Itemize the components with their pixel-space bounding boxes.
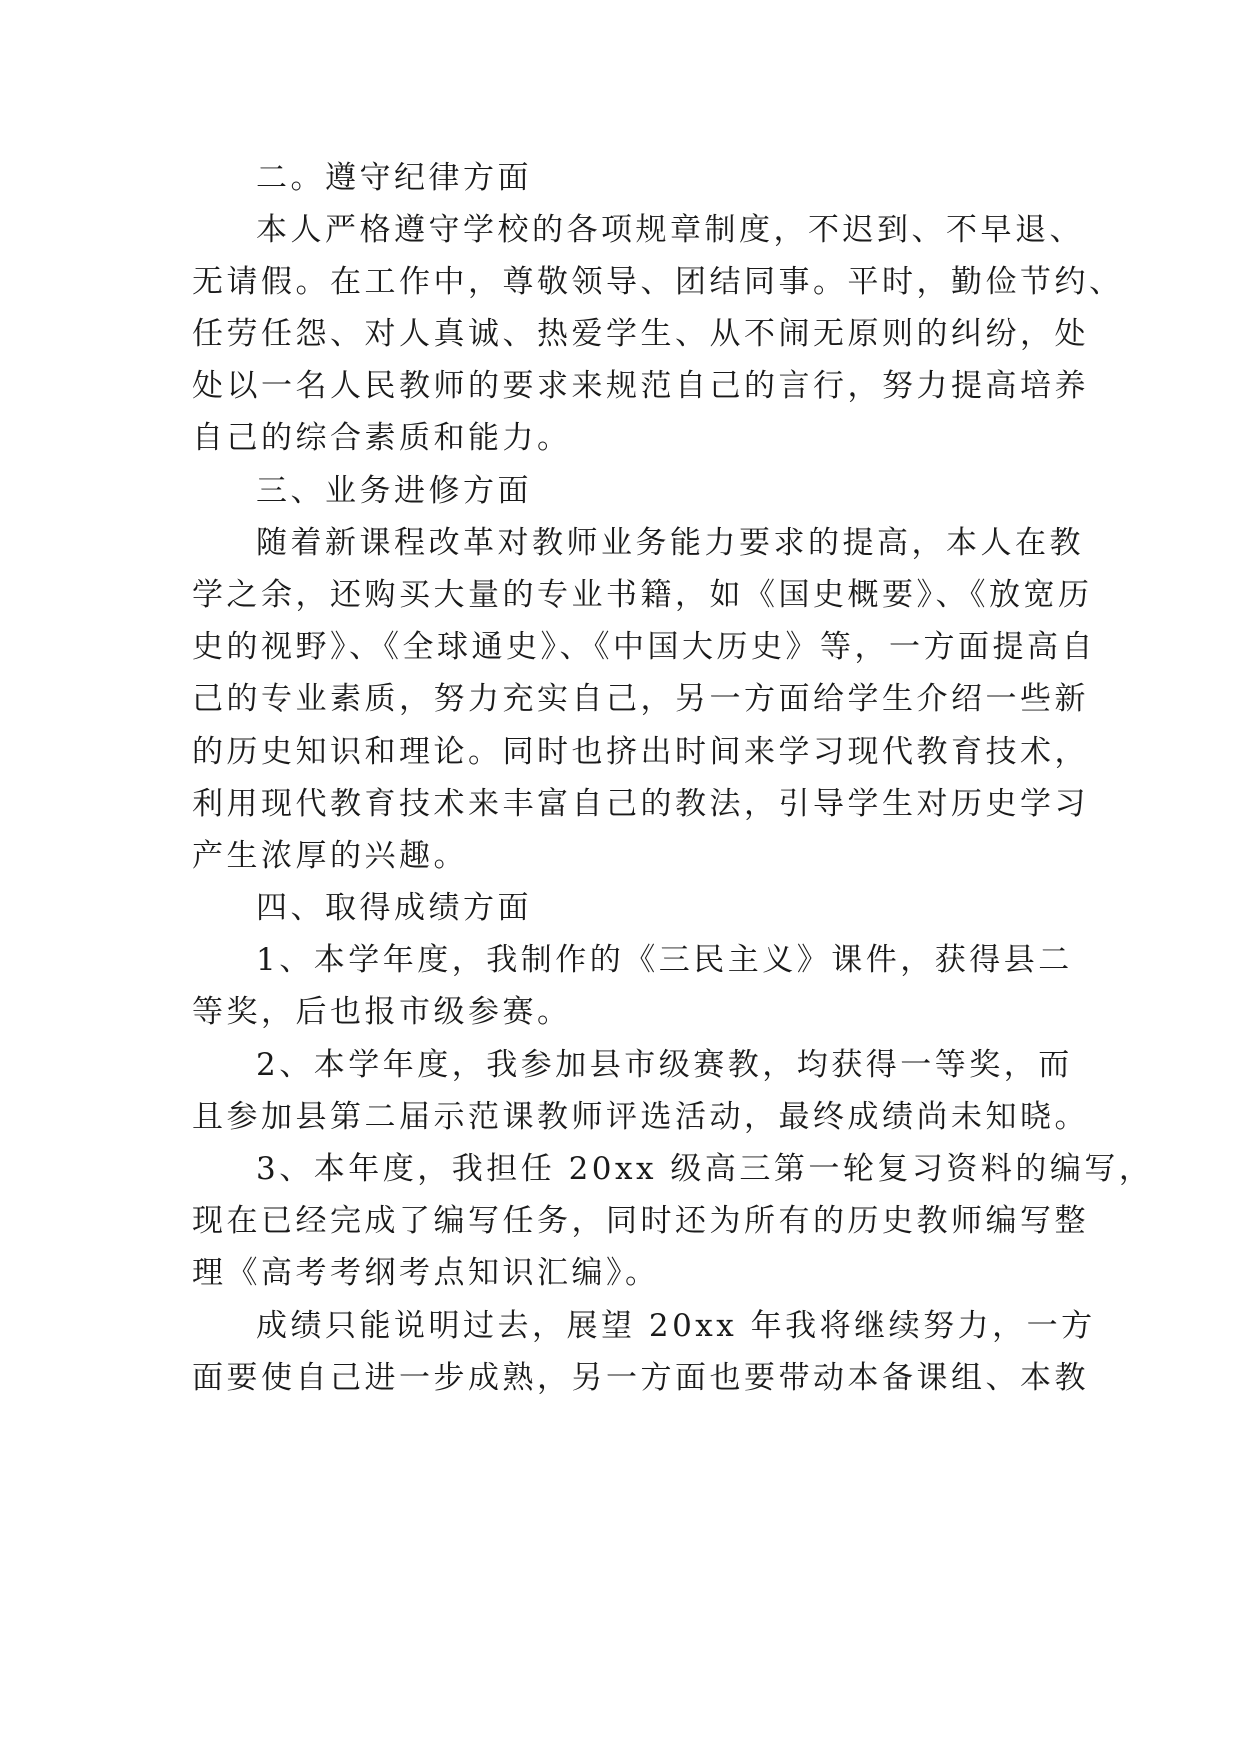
paragraph-line: 自己的综合素质和能力。 xyxy=(192,420,572,456)
paragraph-line: 产生浓厚的兴趣。 xyxy=(192,838,468,874)
paragraph-line: 1、本学年度，我制作的《三民主义》课件，获得县二 xyxy=(256,942,1073,978)
paragraph-line: 的历史知识和理论。同时也挤出时间来学习现代教育技术， xyxy=(192,734,1089,770)
heading-achievements: 四、取得成绩方面 xyxy=(256,890,532,926)
paragraph-line: 随着新课程改革对教师业务能力要求的提高，本人在教 xyxy=(256,525,1084,561)
paragraph-line: 现在已经完成了编写任务，同时还为所有的历史教师编写整 xyxy=(192,1203,1089,1239)
paragraph-line: 成绩只能说明过去，展望 20xx 年我将继续努力，一方 xyxy=(256,1308,1096,1344)
paragraph-line: 学之余，还购买大量的专业书籍，如《国史概要》、《放宽历 xyxy=(192,577,1093,613)
paragraph-line: 2、本学年度，我参加县市级赛教，均获得一等奖，而 xyxy=(256,1047,1073,1083)
paragraph-line: 本人严格遵守学校的各项规章制度，不迟到、不早退、 xyxy=(256,212,1084,248)
paragraph-line: 任劳任怨、对人真诚、热爱学生、从不闹无原则的纠纷，处 xyxy=(192,316,1089,352)
heading-discipline: 二。遵守纪律方面 xyxy=(256,160,532,196)
paragraph-line: 面要使自己进一步成熟，另一方面也要带动本备课组、本教 xyxy=(192,1360,1089,1396)
paragraph-line: 处以一名人民教师的要求来规范自己的言行，努力提高培养 xyxy=(192,368,1089,404)
paragraph-line: 等奖，后也报市级参赛。 xyxy=(192,994,572,1030)
paragraph-line: 3、本年度，我担任 20xx 级高三第一轮复习资料的编写， xyxy=(256,1151,1154,1187)
paragraph-line: 己的专业素质，努力充实自己，另一方面给学生介绍一些新 xyxy=(192,681,1089,717)
paragraph-line: 且参加县第二届示范课教师评选活动，最终成绩尚未知晓。 xyxy=(192,1099,1089,1135)
paragraph-line: 理《高考考纲考点知识汇编》。 xyxy=(192,1255,660,1291)
paragraph-line: 史的视野》、《全球通史》、《中国大历史》等，一方面提高自 xyxy=(192,629,1096,665)
heading-training: 三、业务进修方面 xyxy=(256,473,532,509)
paragraph-line: 无请假。在工作中，尊敬领导、团结同事。平时，勤俭节约、 xyxy=(192,264,1124,300)
paragraph-line: 利用现代教育技术来丰富自己的教法，引导学生对历史学习 xyxy=(192,786,1089,822)
